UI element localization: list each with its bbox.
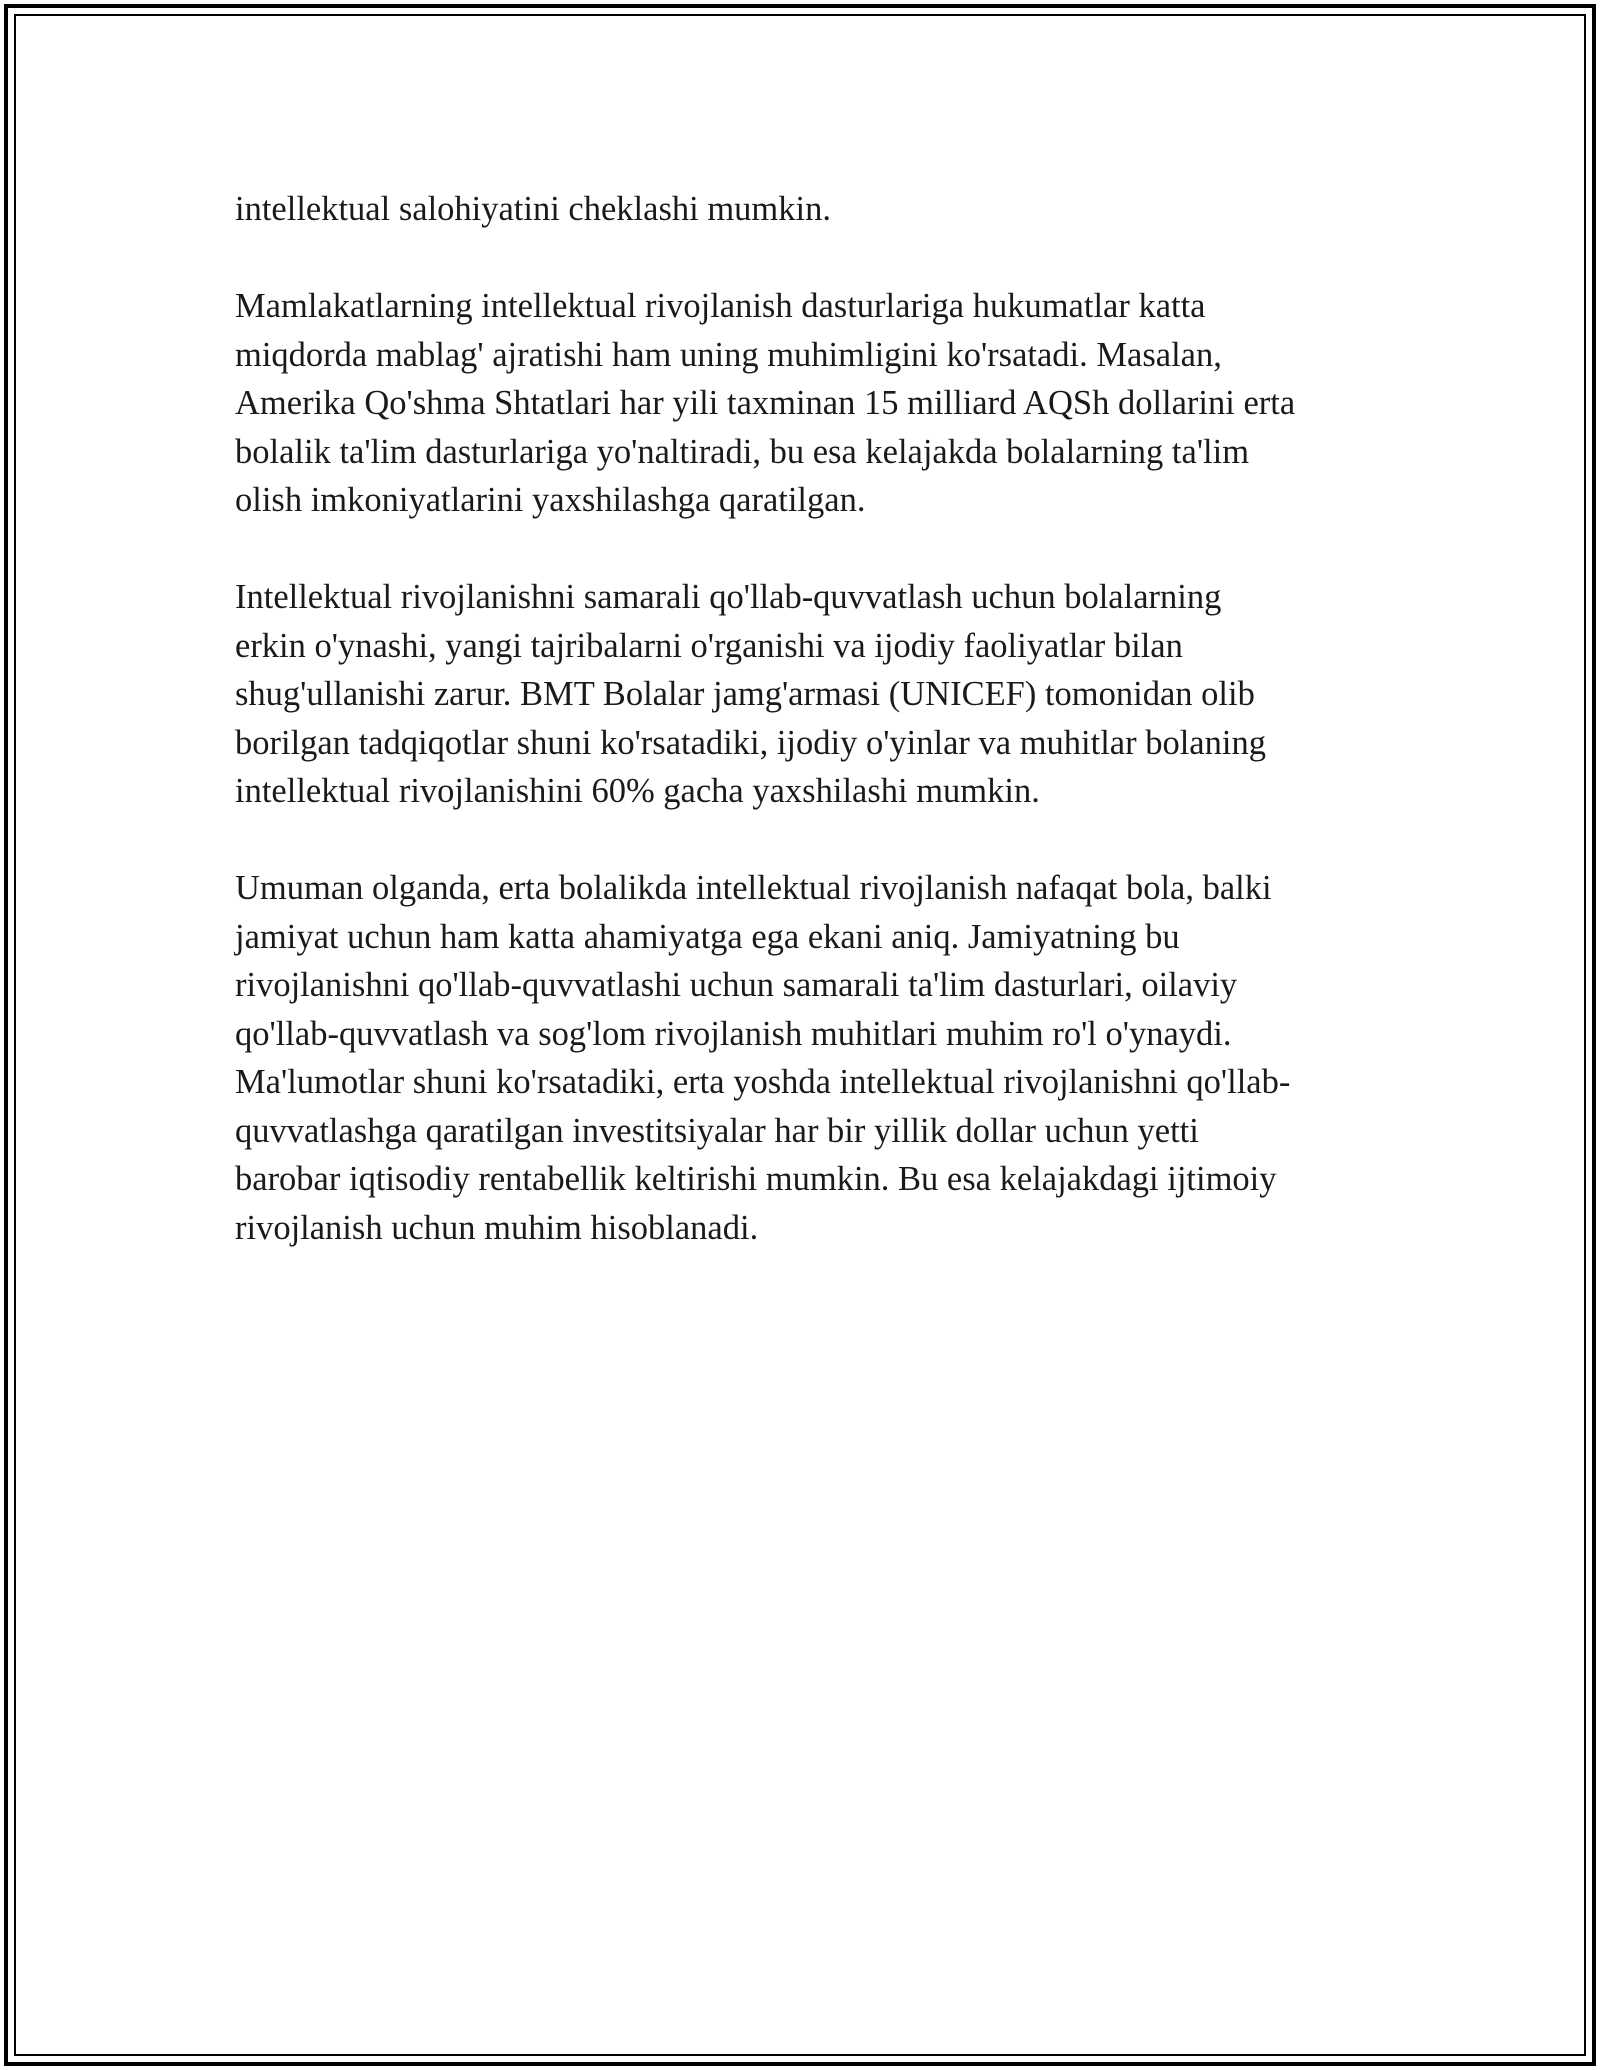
- paragraph-1: intellektual salohiyatini cheklashi mumkin.: [235, 190, 831, 228]
- paragraph-2: Mamlakatlarning intellektual rivojlanish dasturlariga hukumatlar katta miqdorda mablag' ajratishi ham uning muhimligini ko'rsatadi. Masalan, Amerika Qo'shma Shtatlari har yili taxminan 15 milliard AQSh dollarini erta bolalik ta'lim dasturlariga yo'naltiradi, bu esa kelajakda bolalarning ta'lim olish imkoniyatlarini yaxshilashga qaratilgan.: [235, 287, 1296, 519]
- document-body: [235, 185, 1375, 1301]
- paragraph-4: Umuman olganda, erta bolalikda intellektual rivojlanish nafaqat bola, balki jamiyat uchun ham katta ahamiyatga ega ekani aniq. Jamiyatning bu rivojlanishni qo'llab-quvvatlashi uchun samarali ta'lim dasturlari, oilaviy qo'llab-quvvatlash va sog'lom rivojlanish muhitlari muhim ro'l o'ynaydi. Ma'lumotlar shuni ko'rsatadiki, erta yoshda intellektual rivojlanishni qo'llab- quvvatlashga qaratilgan investitsiyalar har bir yillik dollar uchun yetti barobar iqtisodiy rentabellik keltirishi mumkin. Bu esa kelajakdagi ijtimoiy rivojlanish uchun muhim hisoblanadi.: [235, 869, 1291, 1247]
- paragraph-3: Intellektual rivojlanishni samarali qo'llab-quvvatlash uchun bolalarning erkin o'ynashi, yangi tajribalarni o'rganishi va ijodiy faoliyatlar bilan shug'ullanishi zarur. BMT Bolalar jamg'armasi (UNICEF) tomonidan olib borilgan tadqiqotlar shuni ko'rsatadiki, ijodiy o'yinlar va muhitlar bolaning intellektual rivojlanishini 60% gacha yaxshilashi mumkin.: [235, 578, 1266, 810]
